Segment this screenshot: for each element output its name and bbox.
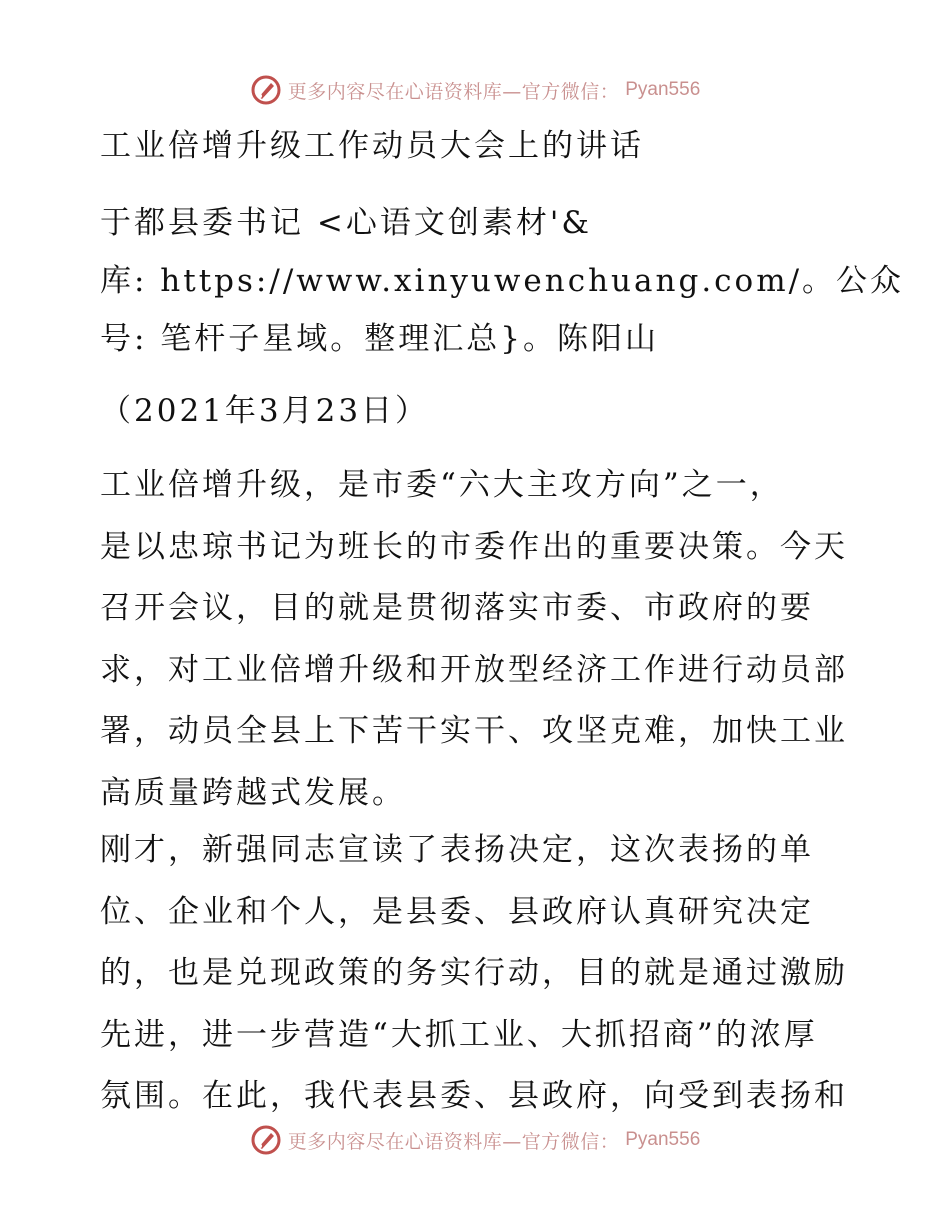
watermark-banner-top: [0, 70, 950, 110]
paragraph-line: 先进，进一步营造“大抓工业、大抓招商”的浓厚: [100, 1016, 818, 1053]
speech-date: （2021年3月23日）: [100, 393, 430, 429]
paragraph-line: 位、企业和个人，是县委、县政府认真研究决定: [100, 893, 814, 930]
watermark-wechat-id: Pyan556: [625, 79, 701, 100]
paragraph-line: 氛围。在此，我代表县委、县政府，向受到表扬和: [100, 1078, 848, 1114]
author-line-1: 于都县委书记 <心语文创素材'&: [100, 205, 592, 241]
watermark-content: [250, 1124, 701, 1156]
red-circle-pen-logo-icon: [250, 74, 282, 106]
document-title: 工业倍增升级工作动员大会上的讲话: [100, 128, 644, 164]
paragraph-line: 工业倍增升级，是市委“六大主攻方向”之一，: [100, 467, 784, 503]
watermark-text: 更多内容尽在心语资料库—官方微信：: [287, 1130, 620, 1153]
watermark-banner-bottom: [0, 1120, 950, 1160]
author-line-2: 库: https://www.xinyuwenchuang.com/。公众: [100, 263, 905, 299]
paragraph-line: 署，动员全县上下苦干实干、攻坚克难，加快工业: [100, 713, 848, 749]
paragraph-line: 的，也是兑现政策的务实行动，目的就是通过激励: [100, 955, 848, 991]
paragraph-line: 高质量跨越式发展。: [100, 774, 406, 811]
paragraph-line: 是以忠琼书记为班长的市委作出的重要决策。今天: [100, 528, 848, 565]
paragraph-line: 召开会议，目的就是贯彻落实市委、市政府的要: [100, 590, 814, 626]
paragraph-line: 求，对工业倍增升级和开放型经济工作进行动员部: [100, 651, 848, 688]
red-circle-pen-logo-icon: [250, 1124, 282, 1156]
watermark-wechat-id: Pyan556: [625, 1129, 701, 1150]
paragraph-1: [100, 455, 860, 824]
paragraph-line: 刚才，新强同志宣读了表扬决定，这次表扬的单: [100, 832, 814, 868]
author-line-3: 号: 笔杆子星域。整理汇总}。陈阳山: [100, 321, 660, 357]
watermark-text: 更多内容尽在心语资料库—官方微信：: [287, 80, 620, 103]
watermark-content: [250, 74, 701, 106]
paragraph-2: [100, 820, 860, 1128]
